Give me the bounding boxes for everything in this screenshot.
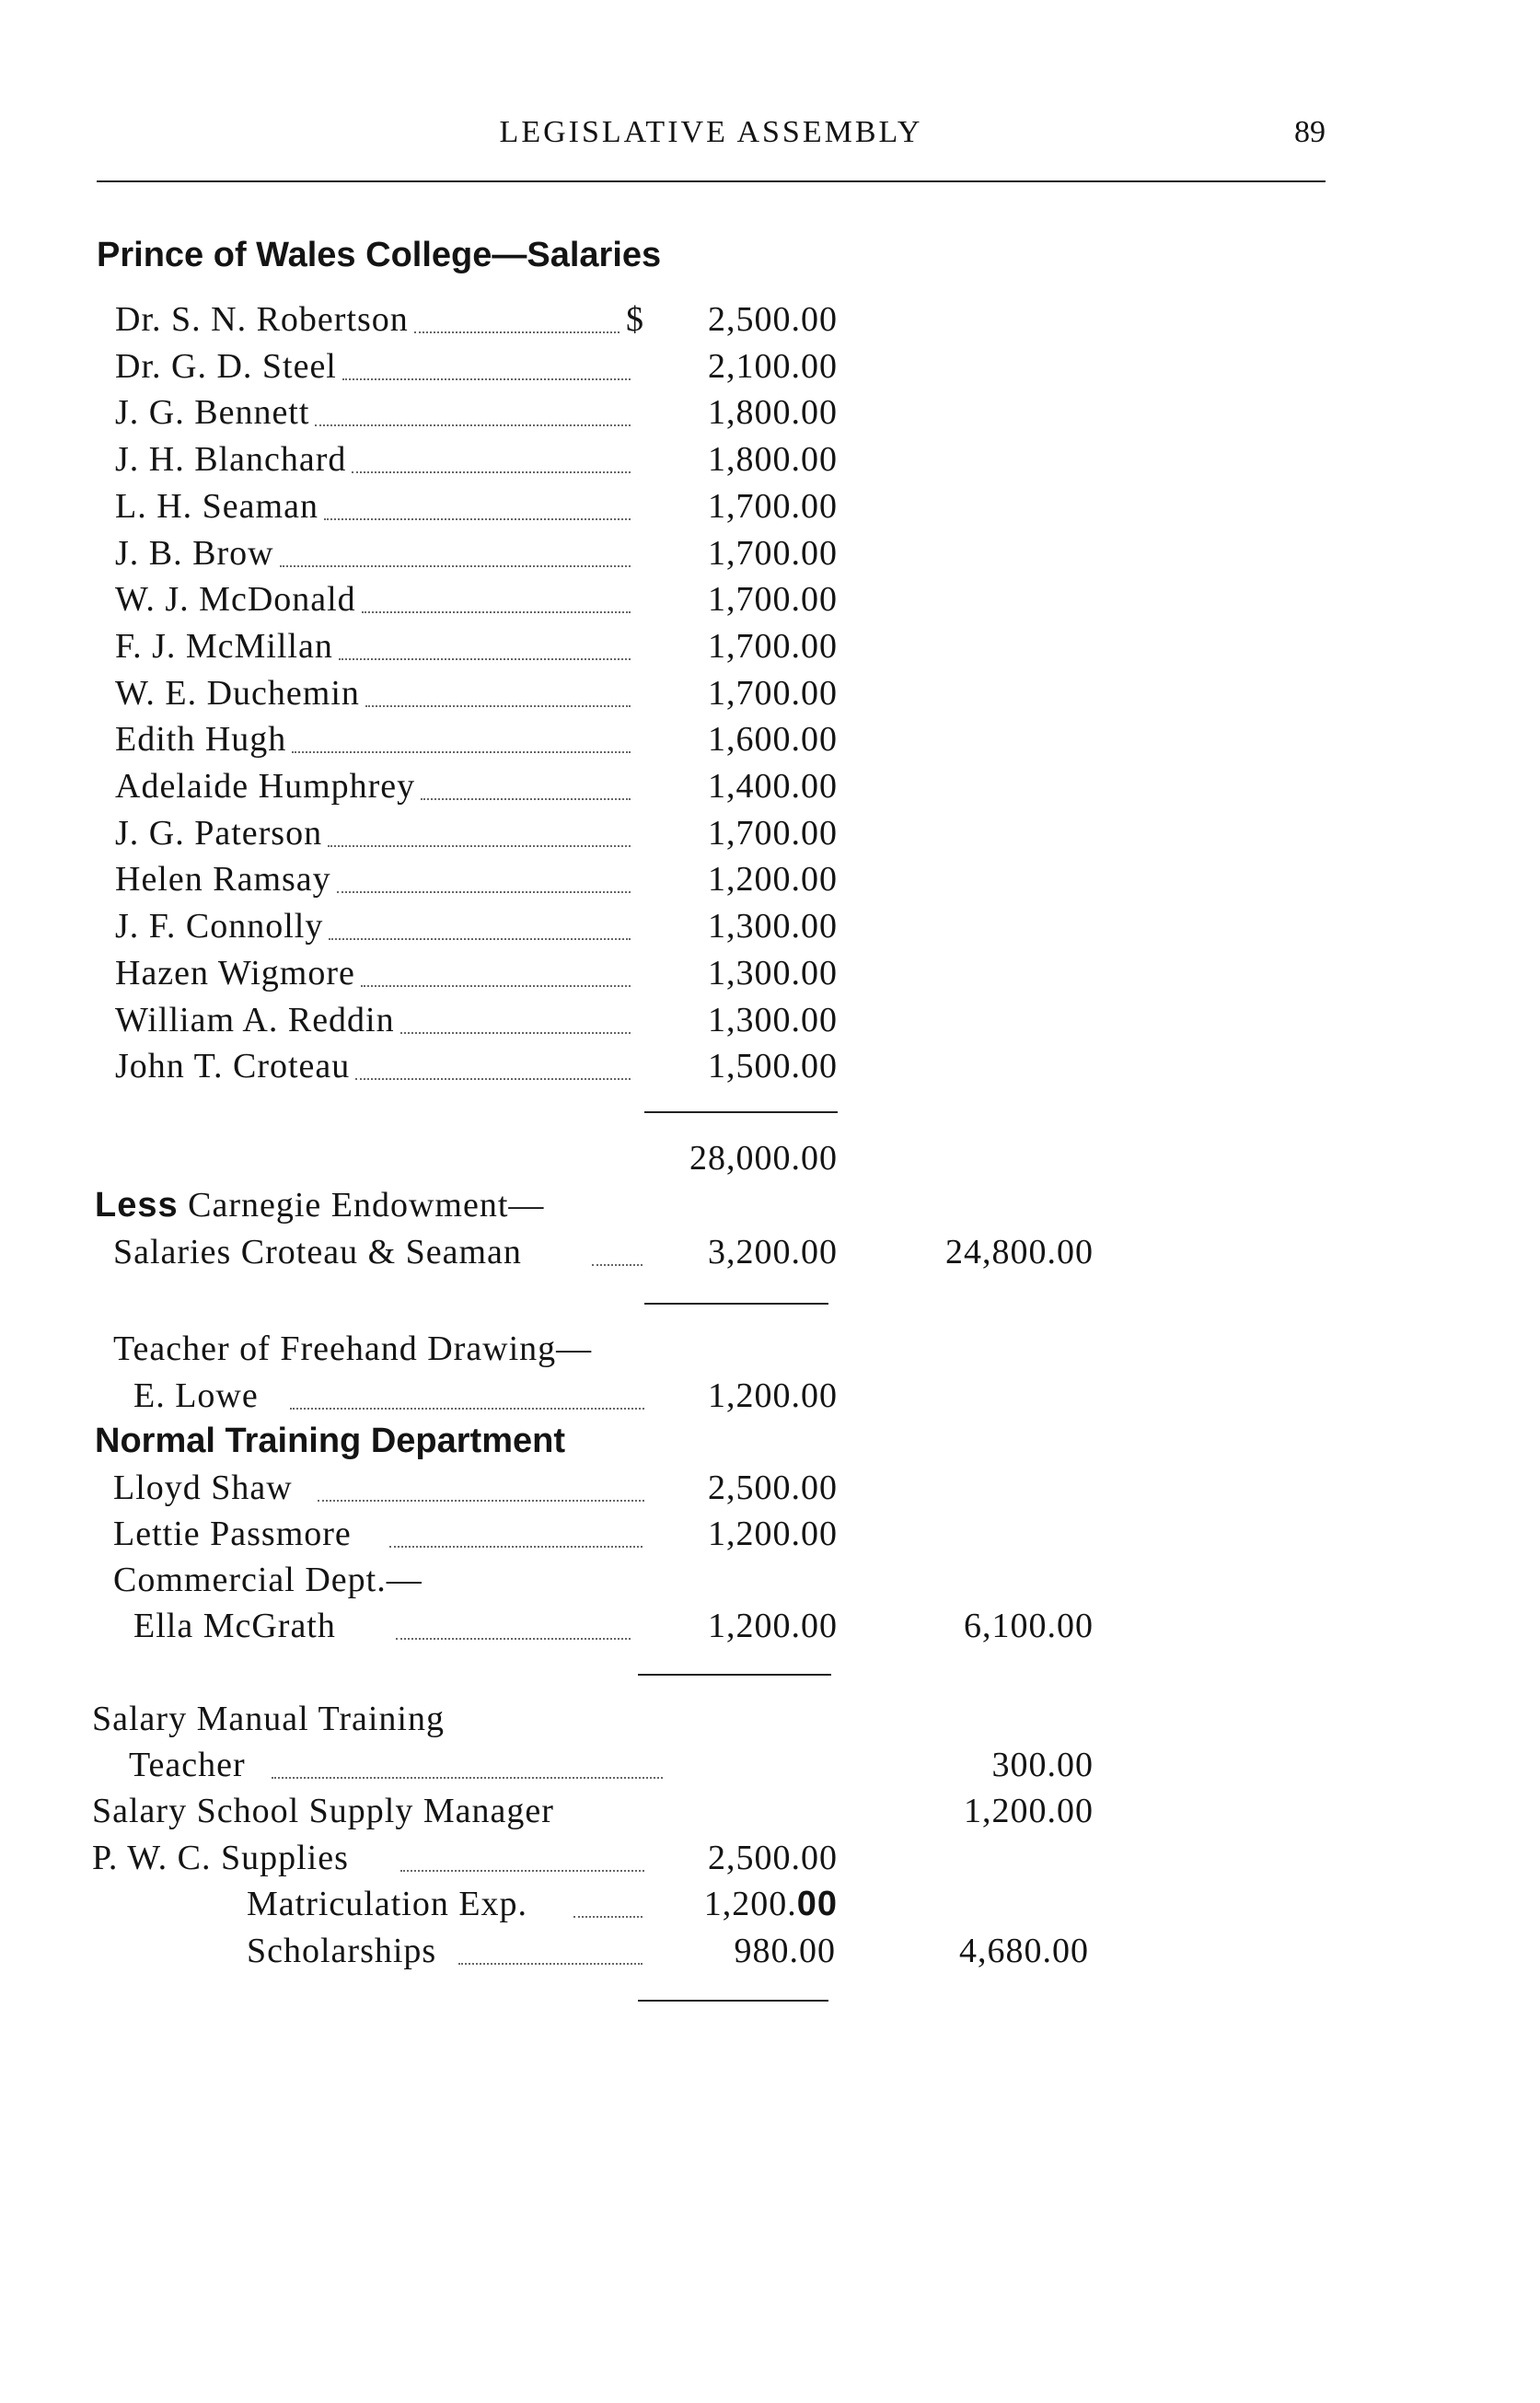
scholarships-row — [247, 1928, 1167, 1974]
carnegie-sub-label: Salaries Croteau & Seaman — [113, 1233, 522, 1271]
leader-dots — [342, 332, 631, 380]
salary-name: J. F. Connolly — [115, 907, 324, 946]
matric-amount-main: 1,200. — [703, 1885, 797, 1923]
salary-amount: 1,700.00 — [708, 814, 838, 853]
leader-dots — [361, 939, 631, 987]
subtotal-rule — [638, 1674, 831, 1676]
leader-dots — [337, 845, 631, 893]
leader-dots — [414, 285, 619, 333]
salary-amount: 1,800.00 — [708, 440, 838, 479]
salary-name: Helen Ramsay — [115, 860, 331, 899]
scholarships-label: Scholarships — [247, 1932, 437, 1970]
salary-amount: 1,700.00 — [708, 487, 838, 526]
salary-name: J. B. Brow — [115, 534, 274, 573]
salary-name: John T. Croteau — [115, 1047, 351, 1085]
leader-dots — [365, 659, 631, 707]
page-header — [97, 115, 1326, 152]
salary-name: J. H. Blanchard — [115, 440, 347, 479]
subtotal-rule — [644, 1303, 828, 1305]
salary-name: J. G. Bennett — [115, 393, 310, 432]
leader-dots — [272, 1731, 663, 1779]
running-title: LEGISLATIVE ASSEMBLY — [499, 115, 923, 149]
salary-name: W. E. Duchemin — [115, 674, 360, 713]
salary-amount: 1,700.00 — [708, 580, 838, 619]
leader-dots — [315, 378, 631, 426]
salary-amount: 1,700.00 — [708, 674, 838, 713]
school-supply-label: Salary School Supply Manager — [92, 1792, 554, 1830]
leader-dots — [292, 705, 631, 753]
manual-training-total: 300.00 — [991, 1746, 1094, 1784]
leader-dots — [362, 565, 631, 613]
leader-dots — [280, 519, 631, 567]
salary-name: Adelaide Humphrey — [115, 767, 416, 806]
leader-dots — [324, 472, 631, 520]
salary-name: Dr. S. N. Robertson — [115, 300, 409, 339]
normal-name: Lettie Passmore — [113, 1515, 352, 1553]
commercial-label: Commercial Dept.— — [113, 1561, 423, 1599]
carnegie-amount: 3,200.00 — [708, 1233, 838, 1271]
commercial-row — [133, 1603, 1146, 1649]
manual-training-row — [129, 1742, 1141, 1788]
salary-name: L. H. Seaman — [115, 487, 318, 526]
leader-dots — [355, 1032, 631, 1080]
leader-dots — [290, 1362, 644, 1410]
salary-name: F. J. McMillan — [115, 627, 333, 666]
leader-dots — [352, 425, 631, 473]
salary-amount: 1,400.00 — [708, 767, 838, 806]
commercial-amount: 1,200.00 — [708, 1607, 838, 1645]
subtotal-rule — [644, 1111, 838, 1113]
leader-dots — [328, 799, 631, 847]
freehand-row — [133, 1373, 1146, 1419]
normal-training-heading: Normal Training Department — [95, 1422, 565, 1460]
carnegie-row — [113, 1229, 1126, 1275]
school-supply-total: 1,200.00 — [964, 1792, 1094, 1830]
page-number: 89 — [1294, 115, 1326, 149]
leader-dots — [339, 612, 631, 660]
matriculation-row — [247, 1881, 1167, 1927]
freehand-name: E. Lowe — [133, 1376, 259, 1415]
less-carnegie-label — [95, 1182, 544, 1228]
salary-name: Edith Hugh — [115, 720, 287, 759]
carnegie-endowment: Carnegie Endowment— — [178, 1186, 545, 1225]
salary-amount: 1,200.00 — [708, 860, 838, 899]
salary-amount: 1,300.00 — [708, 907, 838, 946]
leader-dots — [329, 892, 631, 940]
normal-name: Lloyd Shaw — [113, 1468, 293, 1507]
normal-amount: 1,200.00 — [708, 1515, 838, 1553]
subtotal-rule — [638, 2000, 828, 2002]
supplies-total: 4,680.00 — [959, 1932, 1089, 1970]
header-rule — [97, 180, 1326, 182]
leader-dots — [400, 986, 631, 1034]
section-title: Prince of Wales College—Salaries — [97, 236, 662, 274]
salary-amount: 1,500.00 — [708, 1047, 838, 1085]
scholarships-amount: 980.00 — [734, 1932, 836, 1970]
salary-amount: 1,800.00 — [708, 393, 838, 432]
manual-training-label: Salary Manual Training — [92, 1700, 445, 1738]
dollar-sign: $ — [626, 300, 644, 339]
salary-amount: 1,300.00 — [708, 954, 838, 993]
salary-amount: 2,500.00 — [708, 300, 838, 339]
salary-amount: 1,700.00 — [708, 534, 838, 573]
salary-name: William A. Reddin — [115, 1001, 395, 1039]
less-word: Less — [95, 1186, 179, 1225]
salary-amount: 1,700.00 — [708, 627, 838, 666]
salaries-total: 28,000.00 — [689, 1139, 838, 1178]
matriculation-label: Matriculation Exp. — [247, 1885, 528, 1923]
salary-name: Hazen Wigmore — [115, 954, 355, 993]
commercial-name: Ella McGrath — [133, 1607, 336, 1645]
supplies-label: P. W. C. Supplies — [92, 1839, 349, 1877]
salary-row — [115, 1043, 1036, 1089]
salary-amount: 2,100.00 — [708, 347, 838, 386]
freehand-amount: 1,200.00 — [708, 1376, 838, 1415]
normal-row — [113, 1511, 1126, 1557]
salary-name: W. J. McDonald — [115, 580, 356, 619]
leader-dots — [318, 1454, 644, 1502]
supplies-amount: 2,500.00 — [708, 1839, 838, 1877]
salary-amount: 1,300.00 — [708, 1001, 838, 1039]
salary-amount: 1,600.00 — [708, 720, 838, 759]
carnegie-net: 24,800.00 — [945, 1233, 1094, 1271]
normal-training-total: 6,100.00 — [964, 1607, 1094, 1645]
normal-amount: 2,500.00 — [708, 1468, 838, 1507]
salary-name: J. G. Paterson — [115, 814, 323, 853]
leader-dots — [396, 1592, 631, 1640]
salary-name: Dr. G. D. Steel — [115, 347, 337, 386]
matric-amount-cents: 00 — [796, 1885, 838, 1923]
freehand-label: Teacher of Freehand Drawing— — [113, 1329, 593, 1368]
manual-training-sub: Teacher — [129, 1746, 246, 1784]
